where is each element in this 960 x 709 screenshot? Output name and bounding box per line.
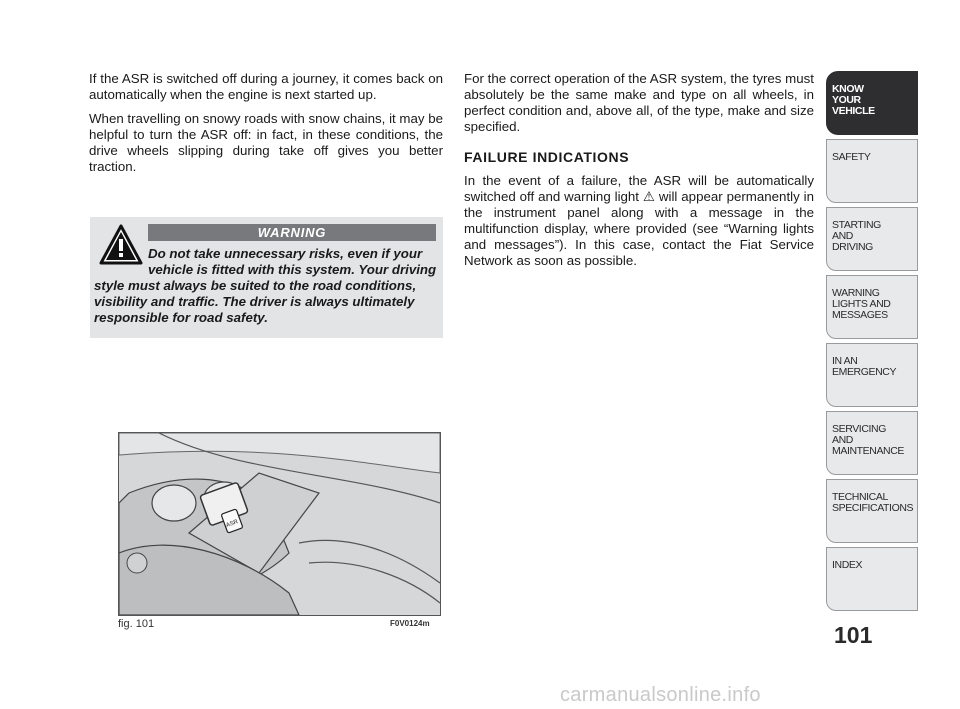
sidebar-tab-label: TECHNICAL SPECIFICATIONS <box>832 491 914 514</box>
figure-code: F0V0124m <box>390 619 430 628</box>
warning-text: Do not take unnecessary risks, even if your vehicle is fitted with this system. Your driving style must always be suited to the road conditions, visibility and traffic. The driver is always ultimately responsible for road safety. <box>94 246 437 325</box>
center-console-illustration <box>119 433 440 615</box>
sidebar-tab-label: INDEX <box>832 559 863 571</box>
sidebar-tab-label: IN AN EMERGENCY <box>832 355 897 378</box>
sidebar-tab-label: SERVICING AND MAINTENANCE <box>832 423 905 457</box>
sidebar-tab[interactable] <box>826 411 918 475</box>
sidebar-tab-label: SAFETY <box>832 151 871 163</box>
icon-spacer <box>94 246 148 276</box>
sidebar-tab[interactable] <box>826 343 918 407</box>
paragraph: When travelling on snowy roads with snow chains, it may be helpful to turn the ASR off: in fact, in these conditions, the drive wheels slipping during take off gives you better traction. <box>89 111 444 174</box>
paragraph: For the correct operation of the ASR system, the tyres must absolutely be the same make and type on all wheels, in perfect condition and, above all, of the type, make and size specified. <box>464 71 814 134</box>
sidebar-tab[interactable] <box>826 207 918 271</box>
page-number: 101 <box>834 622 873 648</box>
figure-image <box>118 432 441 616</box>
section-heading: FAILURE INDICATIONS <box>464 149 630 165</box>
warning-box <box>90 217 443 338</box>
warning-text-wrapper <box>94 246 437 326</box>
svg-text:ASR: ASR <box>225 519 240 530</box>
sidebar-tab[interactable] <box>826 275 918 339</box>
watermark: carmanualsonline.info <box>560 684 761 706</box>
figure-caption: fig. 101 <box>118 618 155 630</box>
warning-title: WARNING <box>148 224 436 241</box>
left-column <box>89 71 443 183</box>
sidebar-tab-label: STARTING AND DRIVING <box>832 219 881 253</box>
sidebar-tab[interactable] <box>826 139 918 203</box>
sidebar-tab[interactable] <box>826 547 918 611</box>
sidebar-tab[interactable] <box>826 71 918 135</box>
paragraph: If the ASR is switched off during a journey, it comes back on automatically when the engine is next started up. <box>89 71 443 102</box>
paragraph: In the event of a failure, the ASR will be automatically switched off and warning light ⚠ will appear permanently in the instrument panel along with a message in the multifunction display, where provided (see “Warning lights and messages”). In this case, contact the Fiat Service Network as soon as possible. <box>464 173 814 268</box>
right-column <box>464 71 814 277</box>
sidebar-tab-label: KNOW YOUR VEHICLE <box>832 83 875 117</box>
chapter-sidebar <box>826 71 918 615</box>
sidebar-tab-label: WARNING LIGHTS AND MESSAGES <box>832 287 891 321</box>
sidebar-tab[interactable] <box>826 479 918 543</box>
